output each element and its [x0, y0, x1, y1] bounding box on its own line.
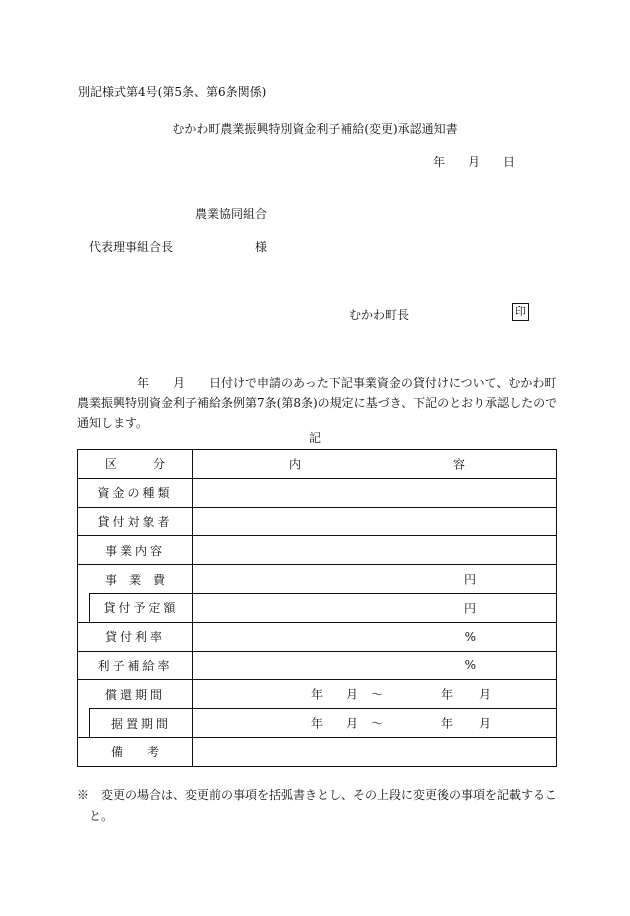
- row-value-subsidy-rate: [193, 651, 557, 680]
- row-value-loan-target: [193, 507, 557, 536]
- row-label-project-cost: 事 業 費: [78, 565, 193, 594]
- sender-name: むかわ町長: [349, 308, 410, 322]
- footnote-line: と。: [77, 809, 114, 823]
- row-value-remarks: [193, 737, 557, 766]
- table-row: [78, 565, 557, 594]
- body-line: 通知します。: [77, 416, 149, 430]
- period-month: 月: [479, 716, 492, 731]
- table-row: [78, 507, 557, 536]
- date-day: 日: [503, 155, 516, 169]
- unit-yen: 円: [463, 572, 476, 587]
- row-label-loan-rate: 貸付利率: [78, 622, 193, 651]
- date-year: 年: [433, 155, 446, 169]
- table-row: [78, 593, 557, 622]
- period-year: 年: [311, 716, 324, 731]
- row-label-fund-type: 資金の種類: [78, 478, 193, 507]
- period-tilde: ～: [371, 687, 384, 702]
- row-label-loan-target: 貸付対象者: [78, 507, 193, 536]
- header-category: 区 分: [78, 450, 193, 479]
- row-value-project-cost: [193, 565, 557, 594]
- header-content: [193, 450, 557, 479]
- details-table: [77, 449, 557, 767]
- recipient-honorific: 様: [255, 240, 268, 254]
- period-year: 年: [441, 716, 454, 731]
- table-row: [78, 651, 557, 680]
- period-year: 年: [311, 687, 324, 702]
- date-month: 月: [468, 155, 481, 169]
- row-label-loan-amount: 貸付予定額: [90, 593, 193, 622]
- row-label-subsidy-rate: 利子補給率: [78, 651, 193, 680]
- period-year: 年: [441, 687, 454, 702]
- row-value-deferment: [193, 709, 557, 738]
- indent-spacer: [78, 593, 90, 622]
- form-number: 別記様式第4号(第5条、第6条関係): [78, 85, 267, 99]
- row-label-remarks: 備 考: [78, 737, 193, 766]
- row-value-business: [193, 536, 557, 565]
- row-value-fund-type: [193, 478, 557, 507]
- period-tilde: ～: [371, 716, 384, 731]
- table-row: [78, 680, 557, 709]
- period-month: 月: [346, 687, 359, 702]
- period-month: 月: [479, 687, 492, 702]
- unit-yen: 円: [463, 601, 476, 616]
- table-row: [78, 737, 557, 766]
- row-value-repayment: [193, 680, 557, 709]
- row-value-loan-rate: [193, 622, 557, 651]
- footnote: [77, 785, 557, 827]
- table-row: [78, 709, 557, 738]
- header-content-right: 容: [453, 457, 466, 472]
- body-paragraph: [77, 373, 557, 433]
- header-content-left: 内: [289, 457, 302, 472]
- document-title: むかわ町農業振興特別資金利子補給(変更)承認通知書: [172, 122, 458, 136]
- table-header-row: [78, 450, 557, 479]
- table-row: [78, 536, 557, 565]
- ki-heading: 記: [308, 431, 321, 445]
- period-month: 月: [346, 716, 359, 731]
- row-label-business: 事業内容: [78, 536, 193, 565]
- body-line: 農業振興特別資金利子補給条例第7条(第8条)の規定に基づき、下記のとおり承認したので: [77, 396, 558, 410]
- recipient-org: 農業協同組合: [195, 207, 268, 221]
- recipient-representative: 代表理事組合長: [89, 240, 174, 254]
- date-line: [433, 153, 515, 170]
- row-value-loan-amount: [193, 593, 557, 622]
- body-line: 年 月 日付けで申請のあった下記事業資金の貸付けについて、むかわ町: [77, 376, 557, 390]
- table-row: [78, 622, 557, 651]
- table-row: [78, 478, 557, 507]
- footnote-line: ※ 変更の場合は、変更前の事項を括弧書きとし、その上段に変更後の事項を記載するこ: [77, 788, 558, 802]
- unit-percent: %: [464, 629, 476, 644]
- indent-spacer: [78, 709, 90, 738]
- row-label-deferment: 据置期間: [90, 709, 193, 738]
- row-label-repayment: 償還期間: [78, 680, 193, 709]
- seal-mark: 印: [512, 303, 529, 321]
- unit-percent: %: [464, 658, 476, 673]
